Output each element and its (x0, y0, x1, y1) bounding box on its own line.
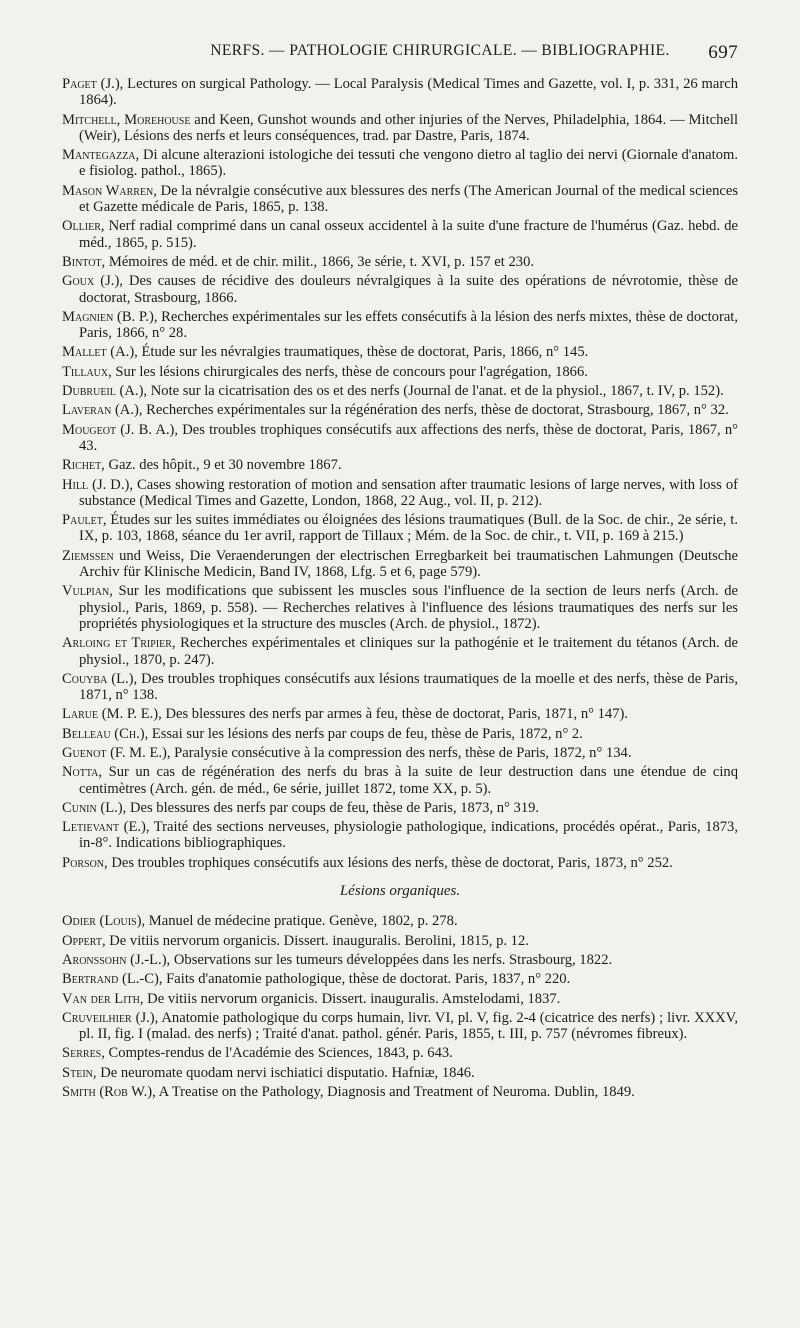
bib-text: Lectures on surgical Pathology. — Local Paralysis (Medical Times and Gazette, vol. I, p. 331, 26 march 1864). (79, 76, 738, 109)
bib-text: Recherches expérimentales sur les effets consécutifs à la lésion des nerfs mixtes, thèse de doctorat, Paris, 1866, n° 28. (79, 308, 739, 342)
bib-entry (62, 726, 738, 742)
bib-author: Porson, (62, 854, 108, 871)
bib-entry (62, 952, 738, 968)
bibliography-list (62, 76, 738, 1100)
bib-text: Études sur les suites immédiates ou éloignées des lésions traumatiques (Bull. de la Soc. de chir., 2e série, t. IX, p. 103, 1868, séance du 1er avril, rapport de Tillaux ; Mém. de la Soc. de chir., t. VII, p. 169 à 215.) (79, 512, 738, 545)
bib-entry (62, 671, 738, 704)
bib-entry (62, 913, 738, 929)
bib-entry (62, 183, 738, 216)
bib-text: De vitiis nervorum organicis. Dissert. inauguralis. Amstelodami, 1837. (143, 990, 561, 1007)
bib-text: and Keen, Gunshot wounds and other injuries of the Nerves, Philadelphia, 1864. — Mitchell (Weir), Lésions des nerfs et leurs conséquences, trad. par Dastre, Paris, 1874. (79, 111, 738, 144)
bib-author: Laveran (A.), (62, 402, 143, 419)
bib-entry (62, 583, 738, 632)
bib-author: Goux (J.), (62, 273, 123, 290)
bib-text: Des blessures des nerfs par armes à feu, thèse de doctorat, Paris, 1871, n° 147). (161, 706, 629, 723)
bib-entry (62, 991, 738, 1007)
bib-text: Des troubles trophiques consécutifs aux affections des nerfs, thèse de doctorat, Paris, 1867, n° 43. (79, 421, 738, 454)
bib-author: Odier (Louis), (62, 913, 146, 930)
bib-entry (62, 1084, 738, 1100)
bib-entry (62, 819, 738, 852)
bib-text: Sur les lésions chirurgicales des nerfs, thèse de concours pour l'agrégation, 1866. (111, 363, 588, 380)
bib-entry (62, 635, 738, 668)
bib-text: De neuromate quodam nervi ischiatici disputatio. Hafniæ, 1846. (96, 1064, 475, 1081)
bib-author: Serres, (62, 1045, 105, 1062)
page-number: 697 (708, 42, 738, 63)
bib-entry (62, 344, 738, 360)
bib-author: Mallet (A.), (62, 344, 138, 361)
bib-text: Mémoires de méd. et de chir. milit., 1866, 3e série, t. XVI, p. 157 et 230. (105, 253, 535, 270)
bib-text: Sur les modifications que subissent les muscles sous l'influence de la section de leurs nerfs (Arch. de physiol., Paris, 1869, p. 558). — Recherches relatives à l'influence des lésions traumatiques des nerfs sur les propriétés physiologiques et la structure des muscles (Arch. de physiol., 1872). (79, 583, 738, 632)
bib-text: und Weiss, Die Veraenderungen der electrischen Erregbarkeit bei traumatischen Lahmungen (Deutsche Archiv für Klinische Medicin, Band IV, 1868, Lfg. 5 et 6, page 579). (79, 547, 738, 581)
bib-entry (62, 273, 738, 306)
bib-text: Comptes-rendus de l'Académie des Sciences, 1843, p. 643. (104, 1045, 453, 1062)
bib-text: Manuel de médecine pratique. Genève, 1802, p. 278. (145, 913, 458, 930)
bib-author: Oppert, (62, 932, 106, 949)
bib-author: Cruveilhier (J.), (62, 1009, 159, 1026)
bib-text: Sur un cas de régénération des nerfs du bras à la suite de leur destruction dans une étendue de cinq centimètres (Arch. gén. de méd., 6e série, juillet 1872, tome XX, p. 5). (79, 764, 738, 797)
bib-author: Larue (M. P. E.), (62, 706, 162, 723)
bib-text: Recherches expérimentales sur la régénération des nerfs, thèse de doctorat, Strasbourg, 1867, n° 32. (142, 402, 729, 419)
bib-author: Aronssohn (J.-L.), (62, 951, 171, 968)
bib-author: Magnien (B. P.), (62, 308, 158, 325)
bib-author: Arloing et Tripier, (62, 635, 176, 652)
bib-entry (62, 548, 738, 581)
bib-author: Richet, (62, 457, 105, 474)
bib-author: Couyba (L.), (62, 670, 138, 687)
bib-text: Di alcune alterazioni istologiche dei tessuti che vengono dietro al taglio dei nervi (Giornale d'anatom. e fisiolog. pathol., 1865). (79, 147, 738, 180)
bib-entry (62, 112, 738, 145)
bib-author: Notta, (62, 764, 103, 781)
bib-author: Stein, (62, 1064, 97, 1081)
bib-entry (62, 422, 738, 455)
bib-author: Mantegazza, (62, 147, 140, 164)
bib-author: Tillaux, (62, 363, 112, 380)
bib-text: Des causes de récidive des douleurs névralgiques à la suite des opérations de névrotomie, thèse de doctorat, Strasbourg, 1866. (79, 273, 738, 306)
bib-entry (62, 800, 738, 816)
bib-entry (62, 933, 738, 949)
bib-author: Bertrand (L.-C), (62, 971, 163, 988)
bib-author: Ollier, (62, 218, 105, 235)
bib-text: Recherches expérimentales et cliniques sur la pathogénie et le traitement du tétanos (Arch. de physiol., 1870, p. 247). (79, 635, 739, 668)
bib-author: Letievant (E.), (62, 819, 150, 836)
bib-text: De vitiis nervorum organicis. Dissert. inauguralis. Berolini, 1815, p. 12. (105, 932, 529, 949)
bib-entry (62, 971, 738, 987)
bib-entry (62, 383, 738, 399)
bib-author: Cunin (L.), (62, 799, 127, 816)
bib-entry (62, 855, 738, 871)
bib-text: Des troubles trophiques consécutifs aux lésions des nerfs, thèse de doctorat, Paris, 1873, n° 252. (107, 854, 673, 871)
bib-entry (62, 147, 738, 180)
bib-text: De la névralgie consécutive aux blessures des nerfs (The American Journal of the medical sciences et Gazette médicale de Paris, 1865, p. 138. (79, 182, 739, 216)
bib-text: Étude sur les névralgies traumatiques, thèse de doctorat, Paris, 1866, n° 145. (137, 344, 589, 361)
bib-text: Observations sur les tumeurs développées dans les nerfs. Strasbourg, 1822. (170, 951, 613, 968)
bib-author: Mitchell, Morehouse (62, 111, 191, 128)
bib-text: Gaz. des hôpit., 9 et 30 novembre 1867. (104, 457, 342, 474)
bib-author: Hill (J. D.), (62, 476, 133, 493)
section-heading: Lésions organiques. (339, 883, 461, 900)
running-title: NERFS. — PATHOLOGIE CHIRURGICALE. — BIBLIOGRAPHIE. (210, 42, 670, 59)
bib-author: Dubrueil (A.), (62, 383, 148, 400)
bib-author: Smith (Rob W.), (62, 1084, 156, 1101)
bib-entry (62, 457, 738, 473)
bib-author: Paulet, (62, 512, 107, 529)
bib-entry (62, 764, 738, 797)
bib-entry (62, 1010, 738, 1043)
bib-text: Essai sur les lésions des nerfs par coups de feu, thèse de Paris, 1872, n° 2. (148, 725, 583, 742)
bib-text: Anatomie pathologique du corps humain, livr. VI, pl. V, fig. 2-4 (cicatrice des nerfs) ; livr. XXXV, pl. II, fig. I (malad. des nerfs) ; Traité d'anat. pathol. génér. Paris, 1855, t. III, p. 757 (névromes fibreux). (79, 1009, 738, 1043)
bib-author: Vulpian, (62, 583, 113, 600)
bib-entry (62, 512, 738, 545)
bib-entry (62, 364, 738, 380)
running-header (62, 42, 738, 76)
bib-text: Des troubles trophiques consécutifs aux lésions traumatiques de la moelle et des nerfs, thèse de Paris, 1871, n° 138. (79, 670, 738, 704)
bib-author: Van der Lith, (62, 990, 144, 1007)
bib-author: Guenot (F. M. E.), (62, 744, 171, 761)
bib-text: Nerf radial comprimé dans un canal osseux accidentel à la suite d'une fracture de l'humérus (Gaz. hebd. de méd., 1865, p. 515). (79, 218, 738, 251)
bib-entry (62, 706, 738, 722)
bib-text: Faits d'anatomie pathologique, thèse de doctorat. Paris, 1837, n° 220. (162, 971, 571, 988)
bib-author: Belleau (Ch.), (62, 725, 149, 742)
bib-entry (62, 76, 738, 109)
bib-text: A Treatise on the Pathology, Diagnosis and Treatment of Neuroma. Dublin, 1849. (155, 1084, 635, 1101)
bib-text: Cases showing restoration of motion and sensation after traumatic lesions of large nerves, with loss of substance (Medical Times and Gazette, London, 1868, 22 Aug., vol. II, p. 212). (79, 476, 738, 509)
bib-author: Ziemssen (62, 547, 114, 564)
bib-entry (62, 402, 738, 418)
bib-entry (62, 745, 738, 761)
bib-entry (62, 1065, 738, 1081)
bib-author: Mason Warren, (62, 182, 157, 199)
bib-text: Traité des sections nerveuses, physiologie pathologique, indications, procédés opérat., Paris, 1873, in-8°. Indications bibliographiques. (79, 819, 738, 852)
bib-author: Mougeot (J. B. A.), (62, 421, 179, 438)
bib-author: Paget (J.), (62, 76, 124, 92)
bib-author: Bintot, (62, 253, 106, 270)
bib-entry (62, 477, 738, 510)
bib-text: Paralysie consécutive à la compression des nerfs, thèse de Paris, 1872, n° 134. (170, 744, 632, 761)
bib-entry (62, 218, 738, 251)
bib-entry (62, 309, 738, 342)
bib-entry (62, 254, 738, 270)
bib-entry (62, 1045, 738, 1061)
bib-text: Des blessures des nerfs par coups de feu, thèse de Paris, 1873, n° 319. (126, 799, 540, 816)
bib-text: Note sur la cicatrisation des os et des nerfs (Journal de l'anat. et de la physiol., 1867, t. IV, p. 152). (147, 383, 724, 400)
